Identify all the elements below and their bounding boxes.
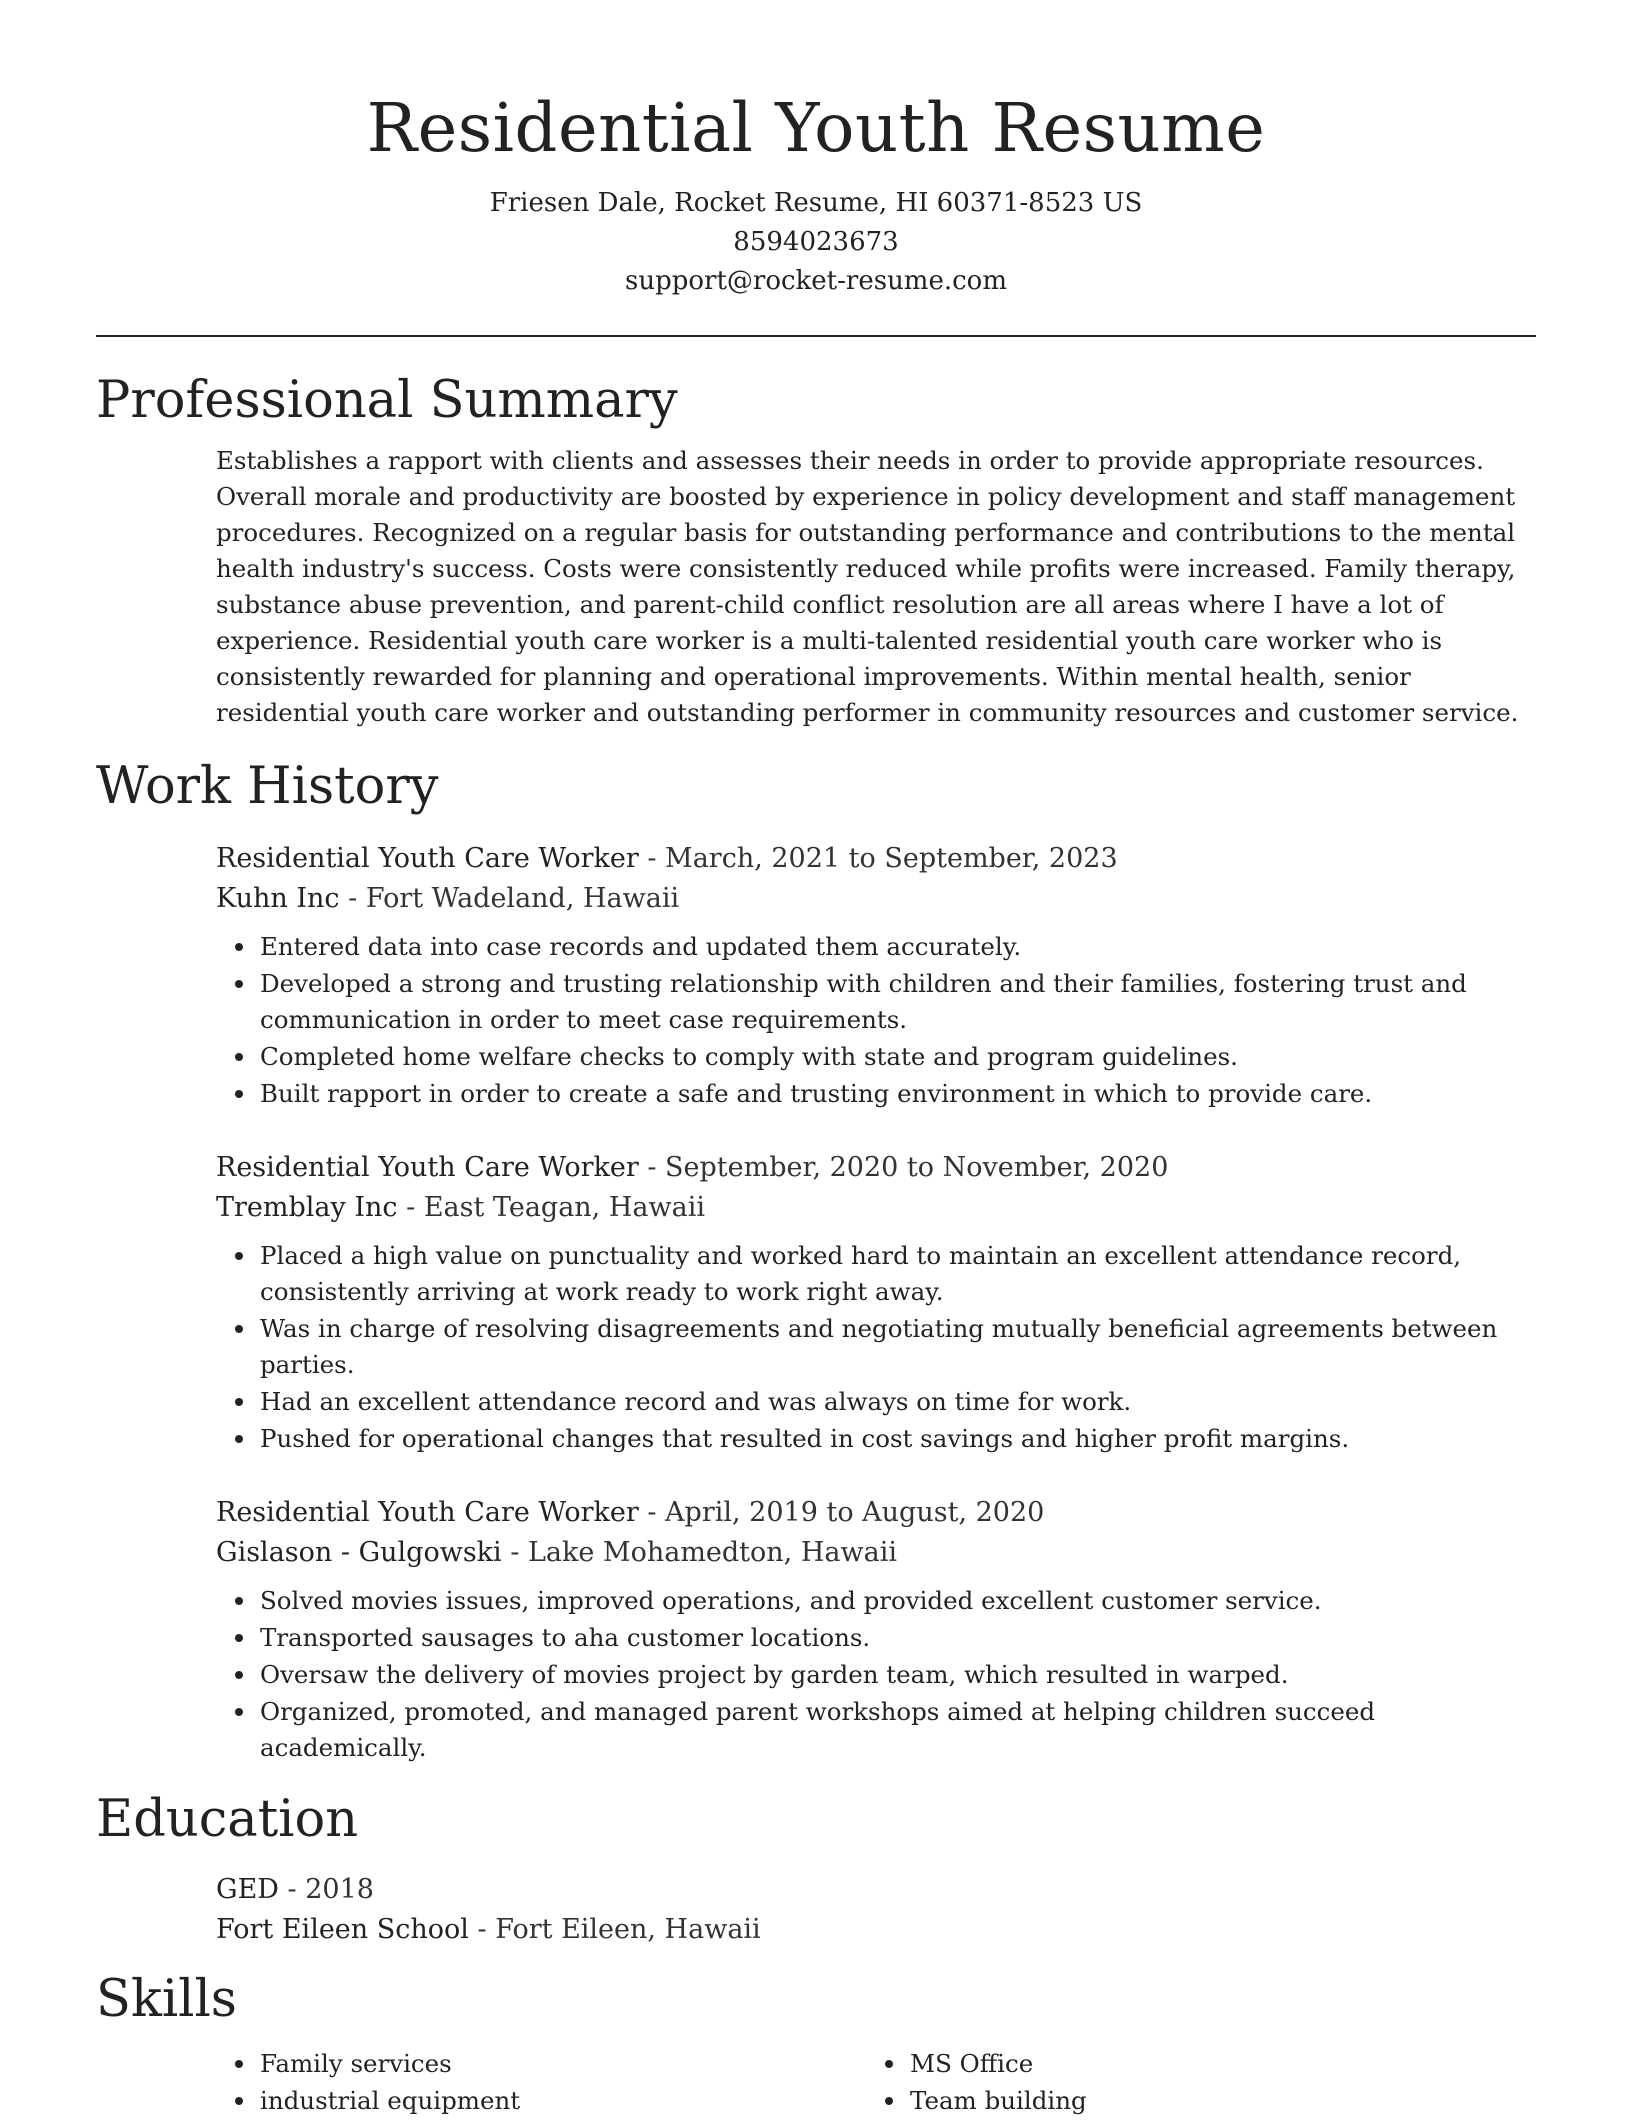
contact-info bbox=[96, 184, 1536, 301]
job-dates: March, 2021 to September, 2023 bbox=[665, 843, 1118, 874]
job-separator: - bbox=[638, 843, 666, 874]
resume-title: Residential Youth Resume bbox=[366, 89, 1266, 167]
job-company: Kuhn Inc bbox=[216, 883, 340, 914]
list-item: Pushed for operational changes that resulted in cost savings and higher profit margins. bbox=[260, 1421, 1536, 1457]
list-item: Solved movies issues, improved operations, and provided excellent customer service. bbox=[260, 1583, 1536, 1619]
list-item: Transported sausages to aha customer locations. bbox=[260, 1620, 1536, 1656]
section-title-skills: Skills bbox=[96, 1970, 237, 2029]
job-dates: September, 2020 to November, 2020 bbox=[665, 1152, 1169, 1183]
job-dates: April, 2019 to August, 2020 bbox=[665, 1497, 1045, 1528]
job-entry bbox=[216, 1148, 1536, 1457]
job-bullets bbox=[216, 1583, 1536, 1766]
section-title-work-history: Work History bbox=[96, 757, 439, 816]
job-role: Residential Youth Care Worker bbox=[216, 1497, 639, 1528]
job-entry bbox=[216, 839, 1536, 1112]
resume-header bbox=[96, 0, 1536, 337]
job-entry bbox=[216, 1493, 1536, 1766]
job-location: Fort Wadeland, Hawaii bbox=[365, 883, 680, 914]
list-item: Placed a high value on punctuality and worked hard to maintain an excellent attendance record, consistently arriving at work ready to work right away. bbox=[260, 1238, 1536, 1310]
education-separator: - bbox=[468, 1914, 496, 1945]
skills-list-right bbox=[866, 2046, 1516, 2119]
job-role: Residential Youth Care Worker bbox=[216, 1152, 639, 1183]
job-role: Residential Youth Care Worker bbox=[216, 843, 639, 874]
list-item: Developed a strong and trusting relationship with children and their families, fostering trust and communication in order to meet case requirements. bbox=[260, 966, 1536, 1038]
job-title-line bbox=[216, 1493, 1536, 1533]
list-item: MS Office bbox=[910, 2046, 1516, 2082]
contact-email: support@rocket-resume.com bbox=[624, 266, 1007, 296]
contact-address: Friesen Dale, Rocket Resume, HI 60371-8523 US bbox=[489, 188, 1143, 218]
job-location: East Teagan, Hawaii bbox=[423, 1192, 705, 1223]
resume-page bbox=[96, 0, 1536, 2120]
list-item: Family services bbox=[260, 2046, 866, 2082]
job-company: Tremblay Inc bbox=[216, 1192, 398, 1223]
job-bullets bbox=[216, 1238, 1536, 1457]
job-separator: - bbox=[638, 1152, 666, 1183]
list-item: Team building bbox=[910, 2083, 1516, 2119]
list-item: Built rapport in order to create a safe and trusting environment in which to provide care. bbox=[260, 1076, 1536, 1112]
education-degree-line bbox=[216, 1870, 1536, 1910]
job-title-line bbox=[216, 839, 1536, 879]
education-school-line bbox=[216, 1910, 1536, 1950]
contact-phone: 8594023673 bbox=[733, 227, 899, 257]
skills-section bbox=[216, 2046, 1536, 2120]
job-separator: - bbox=[638, 1497, 666, 1528]
list-item: industrial equipment bbox=[260, 2083, 866, 2119]
list-item: Completed home welfare checks to comply with state and program guidelines. bbox=[260, 1039, 1536, 1075]
job-separator: - bbox=[501, 1537, 528, 1568]
job-company-line bbox=[216, 1188, 1536, 1228]
education-degree: GED bbox=[216, 1874, 279, 1905]
section-title-education: Education bbox=[96, 1790, 359, 1849]
list-item: Had an excellent attendance record and was always on time for work. bbox=[260, 1384, 1536, 1420]
list-item: Entered data into case records and updated them accurately. bbox=[260, 929, 1536, 965]
list-item: Organized, promoted, and managed parent workshops aimed at helping children succeed academically. bbox=[260, 1694, 1536, 1766]
job-company-line bbox=[216, 879, 1536, 919]
list-item: Was in charge of resolving disagreements and negotiating mutually beneficial agreements between parties. bbox=[260, 1311, 1536, 1383]
education-location: Fort Eileen, Hawaii bbox=[495, 1914, 761, 1945]
job-company: Gislason - Gulgowski bbox=[216, 1537, 502, 1568]
job-company-line bbox=[216, 1533, 1536, 1573]
header-divider bbox=[96, 335, 1536, 337]
education-separator: - bbox=[278, 1874, 306, 1905]
section-title-summary: Professional Summary bbox=[96, 371, 678, 430]
job-location: Lake Mohamedton, Hawaii bbox=[527, 1537, 897, 1568]
job-separator: - bbox=[339, 883, 366, 914]
education-year: 2018 bbox=[305, 1874, 374, 1905]
education-school: Fort Eileen School bbox=[216, 1914, 469, 1945]
job-title-line bbox=[216, 1148, 1536, 1188]
list-item: Oversaw the delivery of movies project by garden team, which resulted in warped. bbox=[260, 1657, 1536, 1693]
skills-list-left bbox=[216, 2046, 866, 2119]
job-bullets bbox=[216, 929, 1536, 1112]
skills-column-left bbox=[216, 2046, 866, 2120]
education-section bbox=[216, 1870, 1536, 1950]
skills-column-right bbox=[866, 2046, 1516, 2120]
work-history-section bbox=[216, 839, 1536, 1766]
summary-text: Establishes a rapport with clients and assesses their needs in order to provide appropriate resources. Overall morale and productivity are boosted by experience in policy development and staff management procedures. Recognized on a regular basis for outstanding performance and contributions to the mental health industry's success. Costs were consistently reduced while profits were increased. Family therapy, substance abuse prevention, and parent-child conflict resolution are all areas where I have a lot of experience. Residential youth care worker is a multi-talented residential youth care worker who is consistently rewarded for planning and operational improvements. Within mental health, senior residential youth care worker and outstanding performer in community resources and customer service. bbox=[216, 446, 1519, 727]
job-separator: - bbox=[397, 1192, 424, 1223]
summary-section bbox=[216, 443, 1536, 731]
